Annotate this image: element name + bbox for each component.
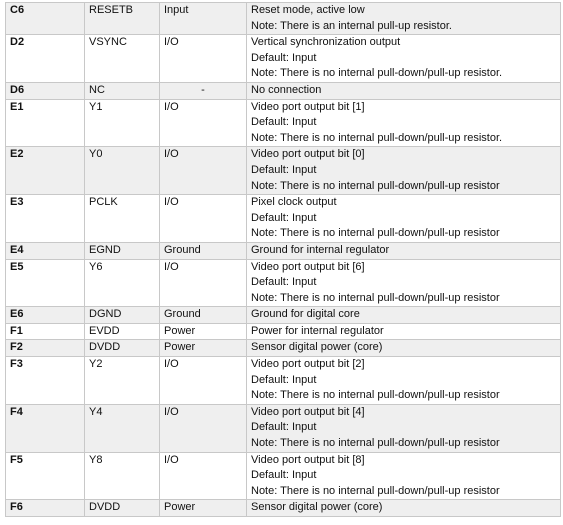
table-row [6,500,561,517]
pin-number-cell: C6 [6,3,85,35]
description-line: Video port output bit [1] [251,100,365,113]
table-row [6,147,561,195]
description-line: Sensor digital power (core) [251,341,383,354]
signal-name-cell: DVDD [85,500,160,517]
description-cell [247,3,561,35]
table-row [6,307,561,324]
description-line: Video port output bit [2] [251,358,365,371]
description-cell [247,357,561,405]
description-cell [247,323,561,340]
description-line: Note: There is no internal pull-down/pull-up resistor [251,179,500,192]
table-row [6,195,561,243]
pin-number-cell: E3 [6,195,85,243]
description-line: Sensor digital power (core) [251,501,383,514]
signal-name-cell: DGND [85,307,160,324]
pin-type-cell: I/O [160,35,247,83]
table-row [6,259,561,307]
signal-name-cell: RESETB [85,3,160,35]
description-line: Note: There is no internal pull-down/pull-up resistor [251,389,500,402]
description-line: Reset mode, active low [251,4,365,16]
pin-number-cell: E1 [6,99,85,147]
description-line: Vertical synchronization output [251,36,401,49]
signal-name-cell: Y0 [85,147,160,195]
description-line: Ground for internal regulator [251,243,390,256]
pin-type-cell: I/O [160,404,247,452]
pin-type-cell: I/O [160,99,247,147]
pin-type-cell: Input [160,3,247,35]
pin-number-cell: D2 [6,35,85,83]
description-line: Default: Input [251,51,317,64]
table-row [6,82,561,99]
description-line: Default: Input [251,421,317,434]
pin-type-cell: I/O [160,195,247,243]
table-row [6,357,561,405]
description-line: Default: Input [251,373,317,386]
table-row [6,3,561,35]
pin-number-cell: F5 [6,452,85,500]
description-cell [247,35,561,83]
pin-number-cell: F4 [6,404,85,452]
description-line: Note: There is no internal pull-down/pull-up resistor [251,227,500,240]
description-line: Default: Input [251,469,317,482]
pin-type-cell: I/O [160,452,247,500]
description-line: Note: There is no internal pull-down/pull-up resistor. [251,131,503,144]
pin-number-cell: E5 [6,259,85,307]
signal-name-cell: EGND [85,242,160,259]
pin-type-cell: - [160,82,247,99]
description-line: Note: There is no internal pull-down/pull-up resistor [251,484,500,497]
description-cell [247,452,561,500]
signal-name-cell: Y6 [85,259,160,307]
pin-number-cell: E4 [6,242,85,259]
pin-type-cell: Ground [160,242,247,259]
signal-name-cell: NC [85,82,160,99]
pin-type-cell: I/O [160,357,247,405]
description-cell [247,195,561,243]
pin-type-cell: I/O [160,259,247,307]
description-cell [247,259,561,307]
description-line: Pixel clock output [251,196,337,209]
table-row [6,404,561,452]
pin-number-cell: E2 [6,147,85,195]
table-row [6,242,561,259]
pin-table-body [6,3,561,517]
description-cell [247,500,561,517]
table-row [6,340,561,357]
signal-name-cell: VSYNC [85,35,160,83]
description-cell [247,82,561,99]
signal-name-cell: Y1 [85,99,160,147]
description-line: Video port output bit [4] [251,405,365,418]
description-cell [247,147,561,195]
description-line: Video port output bit [6] [251,260,365,273]
pin-type-cell: Power [160,500,247,517]
pin-type-cell: Power [160,323,247,340]
signal-name-cell: Y2 [85,357,160,405]
pin-number-cell: D6 [6,82,85,99]
description-cell [247,340,561,357]
description-line: No connection [251,83,322,96]
description-line: Default: Input [251,116,317,129]
description-line: Note: There is no internal pull-down/pull-up resistor [251,291,500,304]
description-line: Note: There is no internal pull-down/pull-up resistor [251,437,500,450]
pin-number-cell: F3 [6,357,85,405]
description-cell [247,307,561,324]
signal-name-cell: Y8 [85,452,160,500]
pin-description-table [5,2,561,517]
description-line: Default: Input [251,276,317,289]
signal-name-cell: PCLK [85,195,160,243]
signal-name-cell: DVDD [85,340,160,357]
table-row [6,99,561,147]
table-row [6,35,561,83]
description-line: Note: There is no internal pull-down/pull-up resistor. [251,67,503,80]
table-row [6,323,561,340]
description-line: Default: Input [251,163,317,176]
description-line: Power for internal regulator [251,324,384,337]
table-row [6,452,561,500]
pin-type-cell: Ground [160,307,247,324]
pin-number-cell: F6 [6,500,85,517]
description-line: Note: There is an internal pull-up resistor. [251,19,452,32]
pin-type-cell: Power [160,340,247,357]
pin-type-cell: I/O [160,147,247,195]
description-cell [247,242,561,259]
signal-name-cell: Y4 [85,404,160,452]
description-line: Default: Input [251,211,317,224]
signal-name-cell: EVDD [85,323,160,340]
pin-number-cell: F1 [6,323,85,340]
description-line: Video port output bit [0] [251,148,365,161]
pin-number-cell: F2 [6,340,85,357]
description-cell [247,99,561,147]
description-line: Video port output bit [8] [251,453,365,466]
description-cell [247,404,561,452]
pin-number-cell: E6 [6,307,85,324]
description-line: Ground for digital core [251,308,360,321]
